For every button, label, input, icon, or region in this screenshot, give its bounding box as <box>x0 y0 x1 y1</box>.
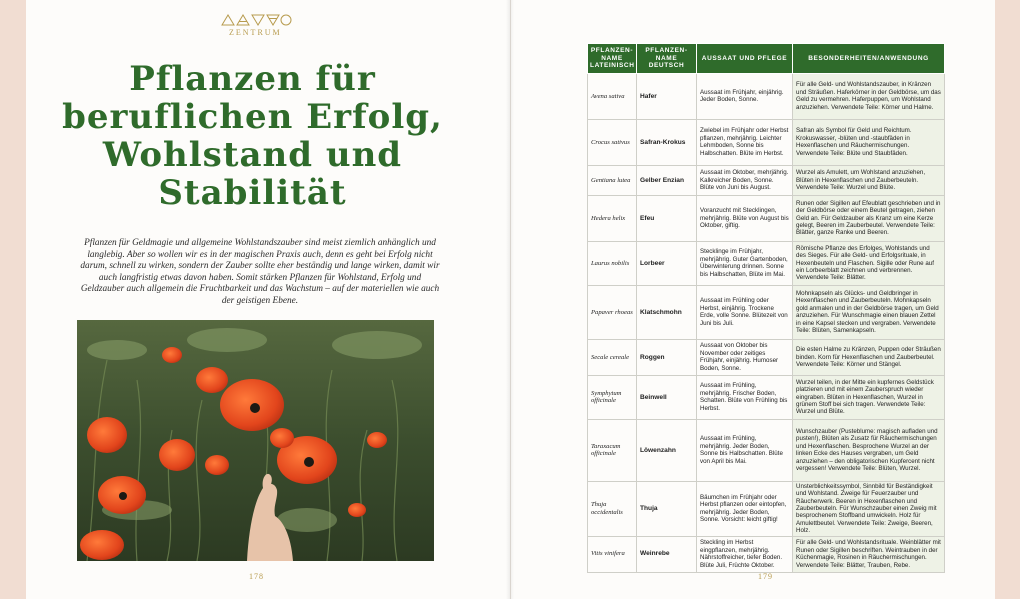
page-number-right: 179 <box>758 572 773 581</box>
care-text: Stecklinge im Frühjahr, mehrjährig. Guter Gartenboden, Überwinterung drinnen. Sonne bis Halbschatten, Blüte im Mai. <box>697 241 793 285</box>
plant-table <box>587 43 945 573</box>
usage-text: Die esten Halme zu Kränzen, Puppen oder Sträußen binden. Korn für Hexenflaschen und Zauberbeutel. Verwendete Teile: Körner und Stängel. <box>793 339 945 375</box>
care-text: Steckling im Herbst eingpflanzen, mehrjährig. Nährstoffreicher, tiefer Boden. Blüte Juli, Früchte Oktober. <box>697 536 793 572</box>
title-line: Pflanzen für <box>129 59 376 99</box>
latin-name: Crocus sativus <box>588 119 637 165</box>
usage-text: Römische Pflanze des Erfolges, Wohlstands und des Sieges. Für alle Geld- und Erfolgsrituale, in Hexenbeuteln und Flaschen. Sigille oder Rune auf ein Lorbeerblatt zeichnen und verbrennen. Verwendete Teile: Blätter. <box>793 241 945 285</box>
table-row <box>588 73 945 119</box>
usage-text: Wunschzauber (Pusteblume: magisch aufladen und pusten!), Blüten als Zusatz für Räuchermischungen und Hexenflaschen. Besprochene Wurzel an der linken Ecke des Hauses vergraben, um Geld anzuziehen – den obligatorischen Kupfercent nicht vergessen! Verwendete Teile: Blüten, Wurzel. <box>793 419 945 481</box>
title-line: Wohlstand und <box>102 135 403 175</box>
usage-text: Safran als Symbol für Geld und Reichtum. Krokuswasser, -blüten und -staubfäden in Hexenflaschen und Räuchermischungen. Verwendete Teile: Blüte und Staubfäden. <box>793 119 945 165</box>
title-line: Stabilität <box>158 173 347 213</box>
column-header: BESONDERHEITEN/ANWENDUNG <box>793 44 945 74</box>
latin-name: Gentiana lutea <box>588 165 637 195</box>
latin-name: Avena sativa <box>588 73 637 119</box>
german-name: Hafer <box>637 73 697 119</box>
table-row <box>588 419 945 481</box>
german-name: Lorbeer <box>637 241 697 285</box>
table-row <box>588 375 945 419</box>
care-text: Zwiebel im Frühjahr oder Herbst pflanzen, mehrjährig. Leichter Lehmboden, Sonne bis Halbschatten. Blüte im Herbst. <box>697 119 793 165</box>
column-header: PFLANZEN-NAME LATEINISCH <box>588 44 637 74</box>
german-name: Efeu <box>637 195 697 241</box>
german-name: Beinwell <box>637 375 697 419</box>
german-name: Weinrebe <box>637 536 697 572</box>
care-text: Aussaat im Frühling oder Herbst, einjährig. Trockene Erde, volle Sonne. Blütezeit von Juni bis Juli. <box>697 285 793 339</box>
title-line: beruflichen Erfolg, <box>62 97 443 137</box>
table-row <box>588 241 945 285</box>
care-text: Voranzucht mit Stecklingen, mehrjährig. Blüte von August bis Oktober, giftig. <box>697 195 793 241</box>
table-row <box>588 481 945 536</box>
usage-text: Runen oder Sigillen auf Efeublatt geschrieben und in der Geldbörse oder einem Beutel getragen, ziehen Geld an. Für Geldzauber als Kranz um eine Kerze gelegt, Beeren im Zauberbeutel. Verwendete Teile: Blätter, ganze Ranke und Beeren. <box>793 195 945 241</box>
table-row <box>588 195 945 241</box>
german-name: Thuja <box>637 481 697 536</box>
page-title <box>40 60 465 212</box>
german-name: Safran-Krokus <box>637 119 697 165</box>
usage-text: Wurzel als Amulett, um Wohlstand anzuziehen, Blüten in Hexenflaschen und Zauberbeuteln. Verwendete Teile: Wurzel und Blüte. <box>793 165 945 195</box>
table-header-row <box>588 44 945 74</box>
usage-text: Unsterblichkeitssymbol, Sinnbild für Beständigkeit und Wohlstand. Zweige für Feuerzauber und Räucherwerk. Beeren in Hexenflaschen und Zauberbeuteln. Für Wunschzauber einen Zweig mit besprochenem Stoffband umwickeln. Holz für Amulettbeutel. Verwendete Teile: Zweige, Beeren, Holz. <box>793 481 945 536</box>
german-name: Gelber Enzian <box>637 165 697 195</box>
table-row <box>588 339 945 375</box>
care-text: Bäumchen im Frühjahr oder Herbst pflanzen oder eintopfen, mehrjährig. Jeder Boden, Sonne. Vorsicht: leicht giftig! <box>697 481 793 536</box>
latin-name: Symphytum officinale <box>588 375 637 419</box>
table-row <box>588 119 945 165</box>
page-number-left: 178 <box>249 572 264 581</box>
usage-text: Wurzel teilen, in der Mitte ein kupfernes Geldstück platzieren und mit einem Zauberspruch wieder eingraben. Blüten in Hexenflaschen, Wurzel in grünem Stoff bei sich tragen. Verwendete Teile: Wurzel und Blüte. <box>793 375 945 419</box>
latin-name: Secale cereale <box>588 339 637 375</box>
care-text: Aussaat im Frühling, mehrjährig. Frischer Boden, Schatten. Blüte von Frühling bis Herbst. <box>697 375 793 419</box>
poppy-photo <box>77 320 434 561</box>
german-name: Löwenzahn <box>637 419 697 481</box>
table-row <box>588 165 945 195</box>
care-text: Aussaat von Oktober bis November oder zeitiges Frühjahr, einjährig. Humoser Boden, Sonne. <box>697 339 793 375</box>
care-text: Aussaat im Frühling, mehrjährig. Jeder Boden, Sonne bis Halbschatten. Blüte von April bis Mai. <box>697 419 793 481</box>
latin-name: Thuja occidentalis <box>588 481 637 536</box>
german-name: Klatschmohn <box>637 285 697 339</box>
element-symbols-icon <box>220 13 292 27</box>
care-text: Aussaat im Oktober, mehrjährig. Kalkreicher Boden, Sonne. Blüte von Juni bis August. <box>697 165 793 195</box>
usage-text: Für alle Geld- und Wohlstandszauber, in Kränzen und Sträußen. Haferkörner in der Geldbörse, um das Geld zu vermehren. Haferpuppen, um Wohlstand anzuziehen. Verwendete Teile: Körner und Halme. <box>793 73 945 119</box>
usage-text: Mohnkapseln als Glücks- und Geldbringer in Hexenflaschen und Zauberbeuteln. Mohnkapseln gold anmalen und in der Geldbörse tragen, um Geld anzuziehen. Für Wunschmagie einen blauen Zettel in eine Kapsel stecken und vergraben. Verwendete Teile: Blüten, Samenkapseln. <box>793 285 945 339</box>
intro-paragraph: Pflanzen für Geldmagie und allgemeine Wohlstandszauber sind meist ziemlich anhänglich und langlebig. Aber so wollen wir es in der magischen Praxis auch, denn es geht bei Erfolg nicht darum, schnell zu wirken, sondern der Zauber sollte eher beständig und lange wirken, damit wir auch langfristig etwas davon haben. Somit stärken Pflanzen für Wohlstand, Erfolg und Geldzauber auch allgemein die Fruchtbarkeit und das Wachstum – auf der materiellen wie auch der geistigen Ebene. <box>80 238 440 306</box>
latin-name: Papaver rhoeas <box>588 285 637 339</box>
table-row <box>588 536 945 572</box>
column-header: PFLANZEN-NAME DEUTSCH <box>637 44 697 74</box>
column-header: AUSSAAT UND PFLEGE <box>697 44 793 74</box>
latin-name: Vitis vinifera <box>588 536 637 572</box>
usage-text: Für alle Geld- und Wohlstandsrituale. Weinblätter mit Runen oder Sigillen beschriften. Weintrauben in der Küchenmagie, Rosinen in Räuchermischungen. Verwendete Teile: Blätter, Trauben, Rebe. <box>793 536 945 572</box>
latin-name: Taraxacum officinale <box>588 419 637 481</box>
care-text: Aussaat im Frühjahr, einjährig. Jeder Boden, Sonne. <box>697 73 793 119</box>
latin-name: Hedera helix <box>588 195 637 241</box>
book-spine <box>506 0 514 599</box>
german-name: Roggen <box>637 339 697 375</box>
table-row <box>588 285 945 339</box>
section-label: ZENTRUM <box>229 28 282 37</box>
latin-name: Laurus nobilis <box>588 241 637 285</box>
